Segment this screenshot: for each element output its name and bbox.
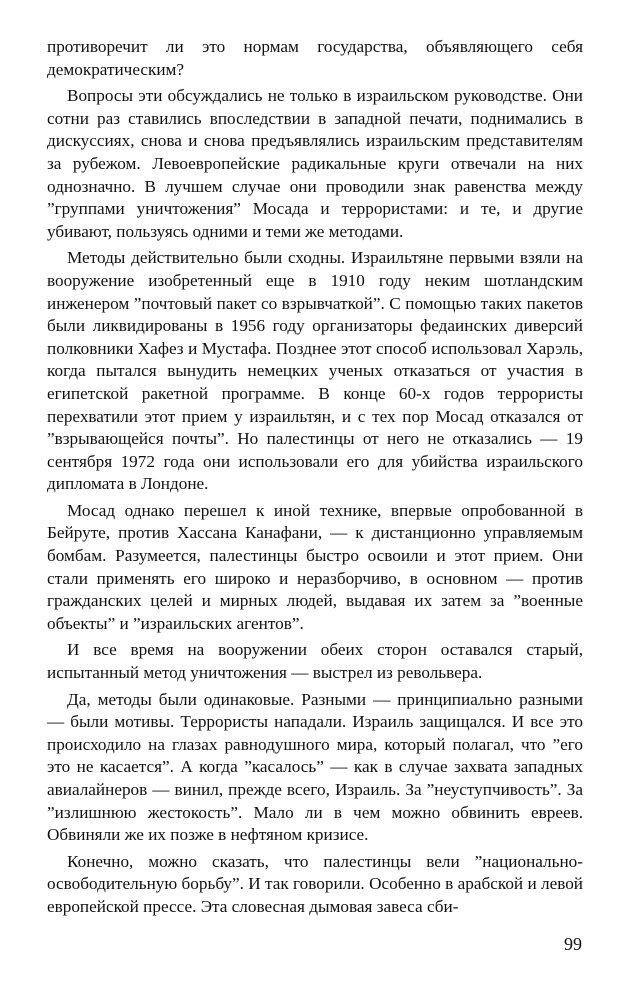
paragraph-4: Мосад однако перешел к иной технике, впервые опробованной в Бейруте, против Хассана Канафани, — к дистанционно управляемым бомбам. Разумеется, палестинцы быстро освоили и этот прием. Они стали применять его широко и неразборчиво, в основном — против гражданских целей и мирных людей, выдавая их затем за ”военные объекты” и ”израильских агентов”. <box>47 500 583 633</box>
paragraph-2: Вопросы эти обсуждались не только в израильском руководстве. Они сотни раз ставились впоследствии в западной печати, поднимались в дискуссиях, снова и снова предъявлялись израильским представителям за рубежом. Левоевропейские радикальные круги отвечали на них однозначно. В лучшем случае они проводили знак равенства между ”группами уничтожения” Мосада и террористами: и те, и другие убивают, пользуясь одними и теми же методами. <box>47 86 583 241</box>
paragraph-3: Методы действительно были сходны. Израильтяне первыми взяли на вооружение изобретенный еще в 1910 году неким шотландским инженером ”почтовый пакет со взрывчаткой”. С помощью таких пакетов были ликвидированы в 1956 году организаторы федаинских диверсий полковники Хафез и Мустафа. Позднее этот способ использовал Харэль, когда пытался вынудить немецких ученых отказаться от участия в египетской ракетной программе. В конце 60-х годов террористы перехватили этот прием у израильтян, и с тех пор Мосад отказался от ”взрывающейся почты”. Но палестинцы от него не отказались — 19 сентября 1972 года они использовали его для убийства израильского дипломата в Лондоне. <box>47 248 583 494</box>
paragraph-5: И все время на вооружении обеих сторон оставался старый, испытанный метод уничтожения — выстрел из револьвера. <box>47 640 583 683</box>
page-number: 99 <box>564 934 582 954</box>
paragraph-1: противоречит ли это нормам государства, объявляющего себя демократическим? <box>47 37 583 79</box>
paragraph-7: Конечно, можно сказать, что палестинцы вели ”национально-освободительную борьбу”. И так говорили. Особенно в арабской и левой европейской прессе. Эта словесная дымовая завеса сби- <box>47 851 583 916</box>
page-text <box>47 36 583 923</box>
paragraph-6: Да, методы были одинаковые. Разными — принципиально разными — были мотивы. Террористы нападали. Израиль защищался. И все это происходило на глазах равнодушного мира, который полагал, что ”его это не касается”. А когда ”касалось” — как в случае захвата западных авиалайнеров — винил, прежде всего, Израиль. За ”неуступчивость”. За ”излишнюю жестокость”. Мало ли в чем можно обвинить евреев. Обвиняли же их позже в нефтяном кризисе. <box>47 689 583 845</box>
